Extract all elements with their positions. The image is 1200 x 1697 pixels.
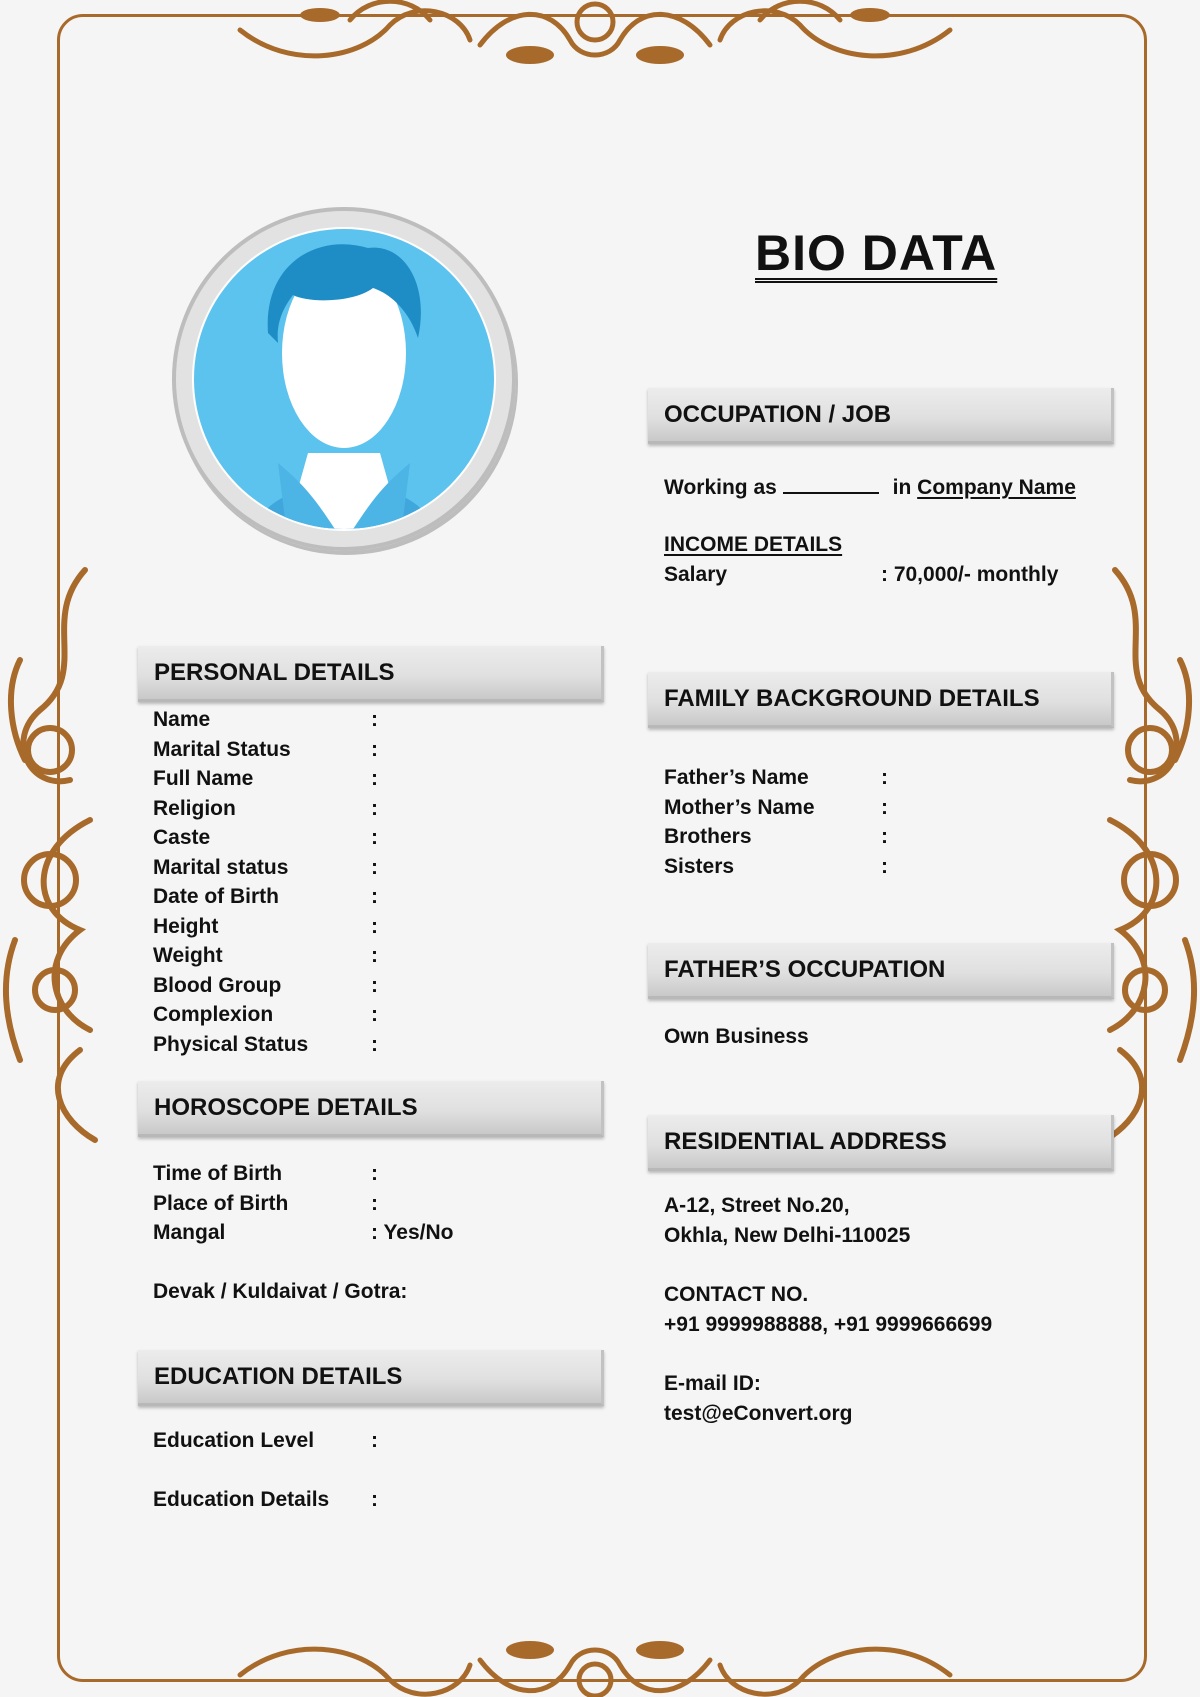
personal-field-label: Height [153,915,219,938]
company-name: Company Name [917,476,1076,499]
family-field-label: Father’s Name [664,766,809,789]
address-line-2: Okhla, New Delhi-110025 [664,1224,911,1247]
personal-field-label: Physical Status [153,1033,309,1056]
left-ornament [0,560,110,1150]
field-colon: : [371,738,378,761]
family-heading: FAMILY BACKGROUND DETAILS [648,672,1114,728]
email-value: test@eConvert.org [664,1402,853,1425]
field-colon: : [371,797,378,820]
field-colon: : [881,825,888,848]
job-blank [783,474,879,494]
education-field-label: Education Details [153,1488,330,1511]
personal-field-label: Name [153,708,211,731]
salary-label: Salary [664,563,728,586]
contact-value: +91 9999988888, +91 9999666699 [664,1313,993,1336]
family-field-label: Sisters [664,855,735,878]
family-field-label: Brothers [664,825,752,848]
field-colon: : [371,856,378,879]
field-colon: : [881,796,888,819]
field-colon: : [371,1162,378,1185]
working-as-label: Working as [664,476,777,499]
father-occupation-value: Own Business [664,1025,809,1048]
field-colon: : [371,1003,378,1026]
family-field-label: Mother’s Name [664,796,815,819]
income-heading: INCOME DETAILS [664,533,843,556]
field-colon: : [371,974,378,997]
field-colon: : [881,766,888,789]
mangal-value: : Yes/No [371,1221,454,1244]
personal-field-label: Caste [153,826,211,849]
right-ornament [1090,560,1200,1150]
field-colon: : [371,885,378,908]
occupation-heading: OCCUPATION / JOB [648,388,1114,444]
profile-photo[interactable] [168,203,520,555]
gotra-label: Devak / Kuldaivat / Gotra: [153,1280,408,1303]
salary-value: : 70,000/- monthly [881,563,1059,586]
field-colon: : [371,1192,378,1215]
contact-label: CONTACT NO. [664,1283,809,1306]
address-heading: RESIDENTIAL ADDRESS [648,1115,1114,1171]
field-colon: : [371,826,378,849]
field-colon: : [371,915,378,938]
personal-field-label: Marital status [153,856,289,879]
field-colon: : [371,767,378,790]
personal-field-label: Religion [153,797,236,820]
horoscope-field-label: Time of Birth [153,1162,283,1185]
personal-field-label: Marital Status [153,738,291,761]
field-colon: : [371,1429,378,1452]
personal-heading: PERSONAL DETAILS [138,646,604,702]
top-ornament [230,0,960,80]
field-colon: : [371,944,378,967]
personal-field-label: Complexion [153,1003,274,1026]
education-heading: EDUCATION DETAILS [138,1350,604,1406]
in-label: in [892,476,912,499]
field-colon: : [371,708,378,731]
father-occupation-heading: FATHER’S OCCUPATION [648,943,1114,999]
working-as-line [664,474,1076,500]
field-colon: : [371,1488,378,1511]
personal-field-label: Weight [153,944,223,967]
horoscope-heading: HOROSCOPE DETAILS [138,1081,604,1137]
address-line-1: A-12, Street No.20, [664,1194,850,1217]
horoscope-field-label: Mangal [153,1221,226,1244]
personal-field-label: Blood Group [153,974,282,997]
education-field-label: Education Level [153,1429,315,1452]
field-colon: : [371,1033,378,1056]
personal-field-label: Date of Birth [153,885,279,908]
page-title: BIO DATA [755,225,998,281]
horoscope-field-label: Place of Birth [153,1192,289,1215]
email-label: E-mail ID: [664,1372,761,1395]
personal-field-label: Full Name [153,767,254,790]
field-colon: : [881,855,888,878]
bottom-ornament [230,1625,960,1697]
